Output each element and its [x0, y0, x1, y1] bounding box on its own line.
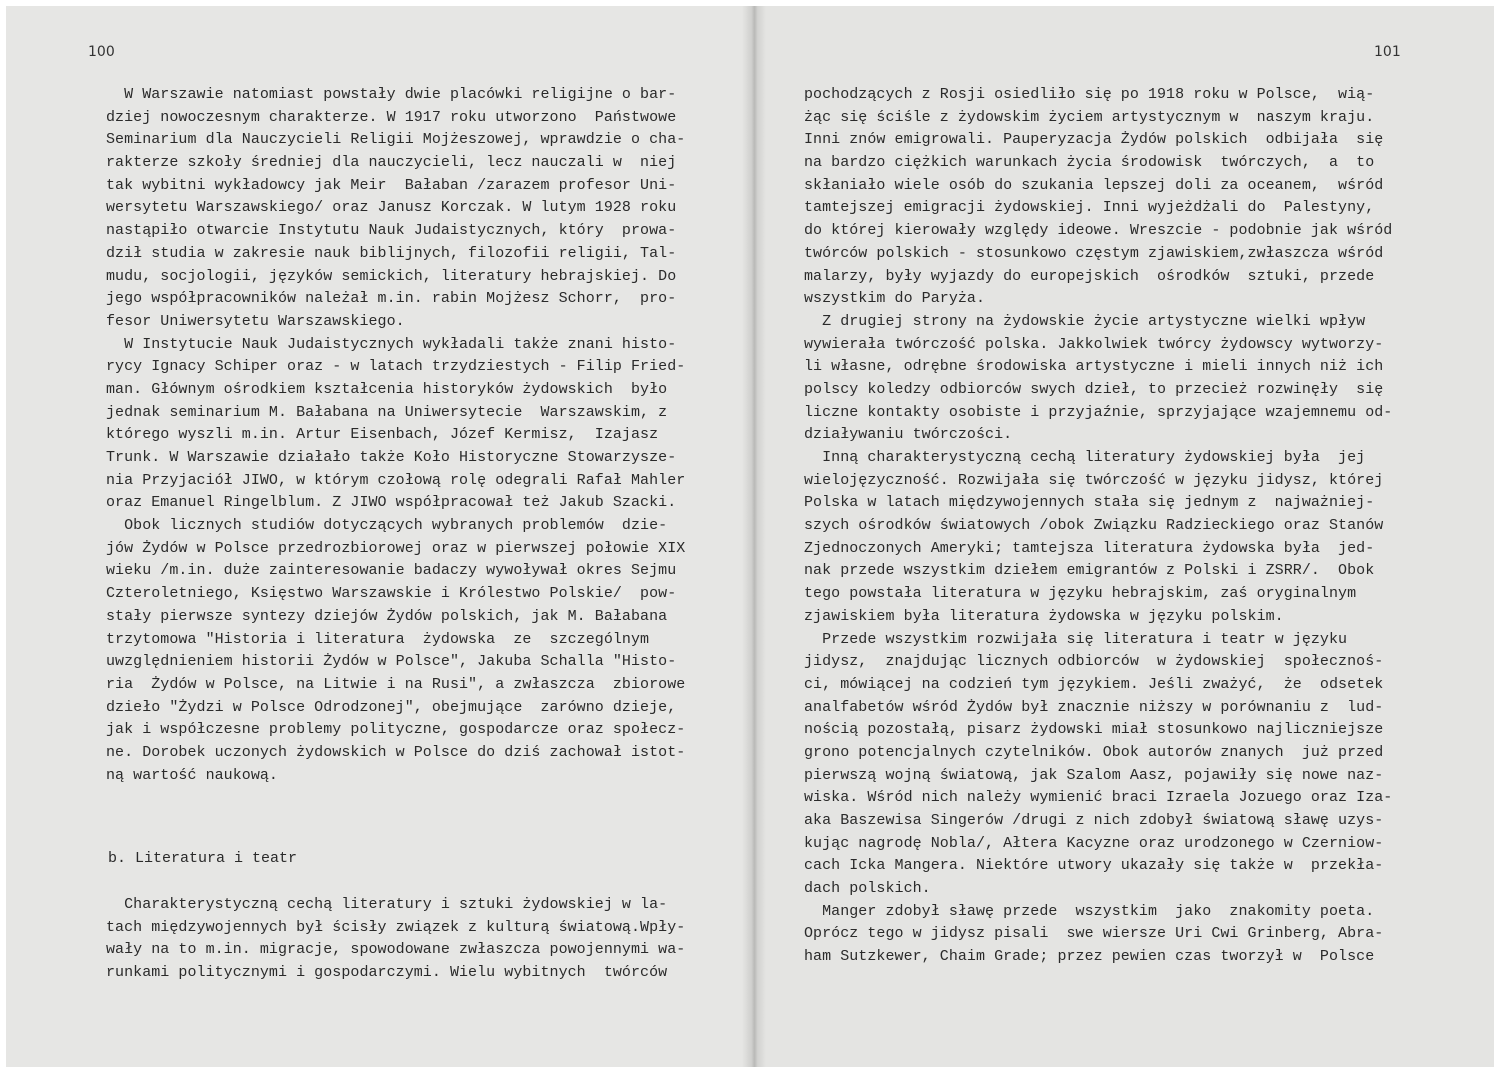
text-line: ną wartość naukową. — [106, 766, 278, 784]
text-line: aka Baszewisa Singerów /drugi z nich zdobył światową sławę uzys- — [804, 812, 1384, 829]
text-line: Trunk. W Warszawie działało także Koło Historyczne Stowarzysze- — [106, 449, 677, 466]
text-line: mudu, socjologii, języków semickich, literatury hebrajskiej. Do — [106, 267, 677, 285]
text-line: skłaniało wiele osób do szukania lepszej doli za oceanem, wśród — [804, 176, 1384, 194]
text-line: tach międzywojennych był ścisły związek z kulturą światową.Wpły- — [106, 918, 686, 936]
text-line: dziej nowoczesnym charakterze. W 1917 roku utworzono Państwowe — [106, 108, 677, 126]
text-line: W Instytucie Nauk Judaistycznych wykładali także znani histo- — [106, 335, 677, 353]
text-line: wszystkim do Paryża. — [804, 290, 986, 308]
text-line: li własne, odrębne środowiska artystyczne i mieli innych niż ich — [804, 358, 1384, 376]
text-line: jów Żydów w Polsce przedrozbiorowej oraz w pierwszej połowie XIX — [106, 539, 686, 557]
text-line: stały pierwsze syntezy dziejów Żydów polskich, jak M. Bałabana — [106, 607, 668, 625]
text-line: cach Icka Mangera. Niektóre utwory ukazały się także w przekła- — [804, 857, 1384, 875]
text-line: grono potencjalnych czytelników. Obok autorów znanych już przed — [804, 743, 1384, 761]
text-line: jak i współczesne problemy polityczne, gospodarcze oraz społecz- — [106, 721, 686, 739]
text-line: szych ośrodków światowych /obok Związku Radzieckiego oraz Stanów — [804, 517, 1384, 535]
text-line: twórców polskich - stosunkowo częstym zjawiskiem,zwłaszcza wśród — [804, 244, 1384, 262]
text-line: żąc się ściśle z żydowskim życiem artystycznym w naszym kraju. — [804, 108, 1375, 126]
text-line: ci, mówiącej na codzień tym językiem. Jeśli zważyć, że odsetek — [804, 675, 1384, 693]
text-line: pochodzących z Rosji osiedliło się po 1918 roku w Polsce, wią- — [804, 86, 1375, 103]
page-number: 101 — [1374, 44, 1401, 60]
text-line: Oprócz tego w jidysz pisali swe wiersze Uri Cwi Grinberg, Abra- — [804, 925, 1384, 943]
text-line: analfabetów wśród Żydów był znacznie niższy w porównaniu z lud- — [804, 698, 1384, 716]
text-line: nością pozostałą, pisarz żydowski miał stosunkowo najliczniejsze — [804, 721, 1384, 739]
text-line: którego wyszli m.in. Artur Eisenbach, Józef Kermisz, Izajasz — [106, 426, 659, 444]
text-line: pierwszą wojną światową, jak Szalom Aasz, pojawiły się nowe naz- — [804, 766, 1384, 784]
text-line: fesor Uniwersytetu Warszawskiego. — [106, 312, 405, 330]
text-line: Charakterystyczną cechą literatury i sztuki żydowskiej w la- — [106, 896, 668, 913]
text-line: wiska. Wśród nich należy wymienić braci Izraela Jozuego oraz Iza- — [804, 789, 1393, 807]
page-number: 100 — [88, 44, 115, 60]
text-line: wywierała twórczość polska. Jakkolwiek twórcy żydowscy wytworzy- — [804, 335, 1384, 353]
text-line: liczne kontakty osobiste i przyjaźnie, sprzyjające wzajemnemu od- — [804, 403, 1393, 421]
text-line: ne. Dorobek uczonych żydowskich w Polsce do dziś zachował istot- — [106, 743, 686, 761]
text-line: Obok licznych studiów dotyczących wybranych problemów dzie- — [106, 517, 668, 535]
text-line: nak przede wszystkim dziełem emigrantów z Polski i ZSRR/. Obok — [804, 562, 1375, 580]
book-spread — [6, 6, 1494, 1067]
text-line: działywaniu twórczości. — [804, 426, 1013, 444]
text-line: wieku /m.in. duże zainteresowanie badaczy wywoływał okres Sejmu — [106, 562, 677, 580]
text-line: Zjednoczonych Ameryki; tamtejsza literatura żydowska była jed- — [804, 539, 1375, 557]
text-line: jidysz, znajdując licznych odbiorców w żydowskiej społecznoś- — [804, 653, 1384, 671]
text-line: dzieło "Żydzi w Polsce Odrodzonej", obejmujące zarówno dzieje, — [106, 698, 677, 716]
text-line: jednak seminarium M. Bałabana na Uniwersytecie Warszawskim, z — [106, 403, 668, 421]
text-line: tego powstała literatura w języku hebrajskim, zaś oryginalnym — [804, 585, 1357, 603]
text-line: malarzy, były wyjazdy do europejskich ośrodków sztuki, przede — [804, 267, 1375, 285]
text-line: W Warszawie natomiast powstały dwie placówki religijne o bar- — [106, 86, 677, 103]
text-line: kując nagrodę Nobla/, Ałtera Kacyzne oraz urodzonego w Czerniow- — [804, 834, 1384, 852]
text-line: rycy Ignacy Schiper oraz - w latach trzydziestych - Filip Fried- — [106, 358, 686, 376]
text-line: Z drugiej strony na żydowskie życie artystyczne wielki wpływ — [804, 312, 1366, 330]
book-gutter — [742, 6, 766, 1067]
text-line: zjawiskiem była literatura żydowska w języku polskim. — [804, 607, 1284, 625]
text-line: na bardzo ciężkich warunkach życia środowisk twórczych, a to — [804, 154, 1375, 172]
text-line: nastąpiło otwarcie Instytutu Nauk Judaistycznych, który prowa- — [106, 222, 677, 240]
text-line: wielojęzyczność. Rozwijała się twórczość w języku jidysz, której — [804, 471, 1384, 489]
body-text — [804, 84, 1392, 969]
text-line: oraz Emanuel Ringelblum. Z JIWO współpracował też Jakub Szacki. — [106, 494, 677, 512]
text-line: rakterze szkoły średniej dla nauczycieli, lecz nauczali w niej — [106, 154, 677, 172]
left-page — [6, 6, 754, 1067]
text-line: Manger zdobył sławę przede wszystkim jako znakomity poeta. — [804, 902, 1375, 920]
text-line: wały na to m.in. migracje, spowodowane zwłaszcza powojennymi wa- — [106, 941, 686, 959]
text-line: polscy koledzy odbiorców swych dzieł, to przecież rozwinęły się — [804, 380, 1384, 398]
body-text — [106, 894, 685, 985]
text-line: man. Głównym ośrodkiem kształcenia historyków żydowskich było — [106, 380, 668, 398]
text-line: ria Żydów w Polsce, na Litwie i na Rusi", a zwłaszcza zbiorowe — [106, 675, 686, 693]
text-line: tak wybitni wykładowcy jak Meir Bałaban /zarazem profesor Uni- — [106, 176, 677, 194]
text-line: Inną charakterystyczną cechą literatury żydowskiej była jej — [804, 449, 1366, 466]
text-line: jego współpracowników należał m.in. rabin Mojżesz Schorr, pro- — [106, 290, 677, 308]
text-line: nia Przyjaciół JIWO, w którym czołową rolę odegrali Rafał Mahler — [106, 471, 686, 489]
text-line: ham Sutzkewer, Chaim Grade; przez pewien czas tworzył w Polsce — [804, 948, 1375, 966]
text-line: dził studia w zakresie nauk biblijnych, filozofii religii, Tal- — [106, 244, 677, 262]
text-line: Inni znów emigrowali. Pauperyzacja Żydów polskich odbijała się — [804, 131, 1384, 149]
text-line: uwzględnieniem historii Żydów w Polsce", Jakuba Schalla "Histo- — [106, 653, 677, 671]
text-line: Polska w latach międzywojennych stała się jednym z najważniej- — [804, 494, 1375, 512]
body-text — [106, 84, 685, 787]
text-line: do której kierowały względy ideowe. Wreszcie - podobnie jak wśród — [804, 222, 1393, 240]
right-page — [754, 6, 1494, 1067]
text-line: dach polskich. — [804, 880, 931, 898]
section-heading: b. Literatura i teatr — [108, 850, 298, 867]
text-line: runkami politycznymi i gospodarczymi. Wielu wybitnych twórców — [106, 964, 668, 982]
text-line: Seminarium dla Nauczycieli Religii Mojżeszowej, wprawdzie o cha- — [106, 131, 686, 149]
text-line: tamtejszej emigracji żydowskiej. Inni wyjeżdżali do Palestyny, — [804, 199, 1375, 217]
text-line: wersytetu Warszawskiego/ oraz Janusz Korczak. W lutym 1928 roku — [106, 199, 677, 217]
text-line: Przede wszystkim rozwijała się literatura i teatr w języku — [804, 630, 1348, 648]
text-line: trzytomowa "Historia i literatura żydowska ze szczególnym — [106, 630, 650, 648]
text-line: Czteroletniego, Księstwo Warszawskie i Królestwo Polskie/ pow- — [106, 585, 677, 603]
